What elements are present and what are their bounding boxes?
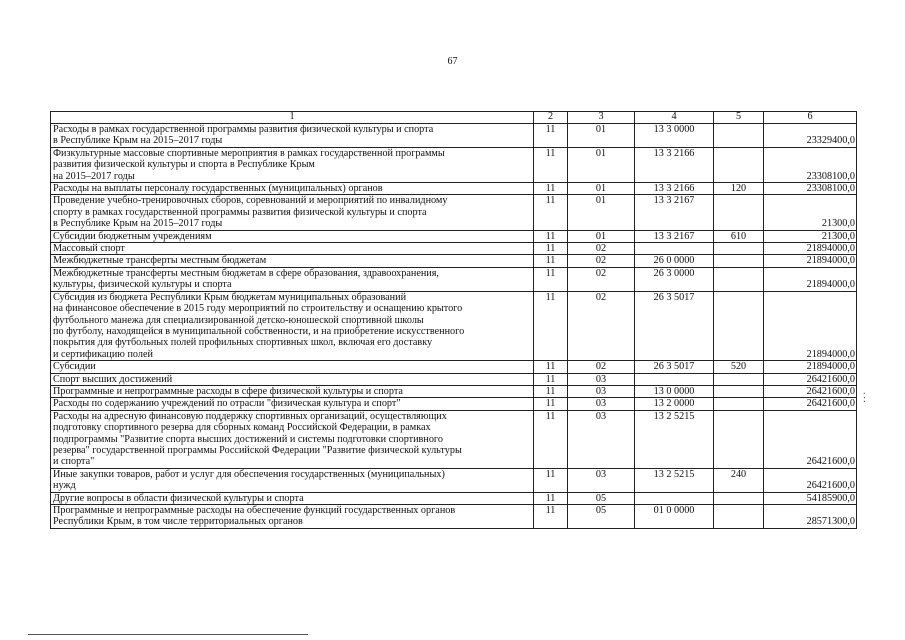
subsection-code: 03 xyxy=(568,468,635,492)
description-line: резерва" государственной программы Российской Федерации "Развитие физической культуры xyxy=(53,444,462,456)
header-cell-3: 3 xyxy=(568,112,635,124)
table-row xyxy=(51,361,857,373)
expense-type-code xyxy=(714,385,764,397)
subsection-code: 02 xyxy=(568,291,635,360)
amount-value: 26421600,0 xyxy=(764,398,857,410)
expense-type-code xyxy=(714,267,764,291)
table-header-row xyxy=(51,112,857,124)
section-code: 11 xyxy=(534,398,568,410)
expense-type-code xyxy=(714,410,764,468)
description-line: подготовку спортивного резерва для сборных команд Российской Федерации, в рамках xyxy=(53,422,431,434)
row-description xyxy=(51,385,534,397)
row-description xyxy=(51,291,534,360)
description-line: и сертификацию полей xyxy=(53,348,153,360)
expense-type-code xyxy=(714,398,764,410)
row-description xyxy=(51,195,534,230)
subsection-code: 01 xyxy=(568,195,635,230)
subsection-code: 03 xyxy=(568,385,635,397)
subsection-code: 02 xyxy=(568,243,635,255)
description-line: по футболу, находящейся в муниципальной собственности, и на приобретение искусственного xyxy=(53,325,465,337)
row-description xyxy=(51,410,534,468)
section-code: 11 xyxy=(534,373,568,385)
row-description xyxy=(51,373,534,385)
table-row xyxy=(51,183,857,195)
description-line: в Республике Крым на 2015–2017 годы xyxy=(53,135,223,147)
table-row xyxy=(51,255,857,267)
section-code: 11 xyxy=(534,410,568,468)
header-cell-5: 5 xyxy=(714,112,764,124)
section-code: 11 xyxy=(534,385,568,397)
description-line: Иные закупки товаров, работ и услуг для обеспечения государственных (муниципальных) xyxy=(53,468,445,480)
expense-type-code: 120 xyxy=(714,183,764,195)
header-cell-6: 6 xyxy=(764,112,857,124)
table-row xyxy=(51,492,857,504)
target-article-code: 13 2 5215 xyxy=(635,468,714,492)
row-description xyxy=(51,124,534,148)
row-description xyxy=(51,468,534,492)
description-line: Республики Крым, в том числе территориальных органов xyxy=(53,516,303,528)
expense-type-code: 610 xyxy=(714,230,764,242)
description-line: Расходы в рамках государственной программы развития физической культуры и спорта xyxy=(53,124,434,135)
budget-table xyxy=(50,111,857,529)
target-article-code: 13 3 0000 xyxy=(635,124,714,148)
target-article-code: 13 3 2166 xyxy=(635,147,714,182)
amount-value: 26421600,0 xyxy=(764,385,857,397)
section-code: 11 xyxy=(534,124,568,148)
expense-type-code xyxy=(714,492,764,504)
amount-value: 21894000,0 xyxy=(764,267,857,291)
subsection-code: 01 xyxy=(568,183,635,195)
description-line: Расходы на адресную финансовую поддержку спортивных организаций, осуществляющих xyxy=(53,410,447,422)
target-article-code: 13 2 0000 xyxy=(635,398,714,410)
section-code: 11 xyxy=(534,361,568,373)
table-row xyxy=(51,505,857,529)
subsection-code: 02 xyxy=(568,361,635,373)
amount-value: 26421600,0 xyxy=(764,410,857,468)
description-line: Расходы по содержанию учреждений по отрасли "физическая культура и спорт" xyxy=(53,398,401,410)
description-line: Программные и непрограммные расходы в сфере физической культуры и спорта xyxy=(53,385,403,397)
description-line: Спорт высших достижений xyxy=(53,373,173,385)
description-line: Массовый спорт xyxy=(53,243,125,255)
amount-value: 26421600,0 xyxy=(764,373,857,385)
target-article-code: 26 0 0000 xyxy=(635,255,714,267)
amount-value: 28571300,0 xyxy=(764,505,857,529)
target-article-code: 13 2 5215 xyxy=(635,410,714,468)
row-description xyxy=(51,230,534,242)
amount-value: 21894000,0 xyxy=(764,243,857,255)
header-cell-1: 1 xyxy=(51,112,534,124)
table-row xyxy=(51,195,857,230)
row-description xyxy=(51,492,534,504)
row-description xyxy=(51,398,534,410)
target-article-code: 13 3 2167 xyxy=(635,195,714,230)
description-line: футбольного манежа для специализированной детско-юношеской спортивной школы xyxy=(53,314,424,326)
margin-mark: . : xyxy=(863,386,866,405)
description-line: культуры, физической культуры и спорта xyxy=(53,279,232,291)
table-row xyxy=(51,385,857,397)
amount-value: 23308100,0 xyxy=(764,183,857,195)
target-article-code: 26 3 5017 xyxy=(635,361,714,373)
section-code: 11 xyxy=(534,468,568,492)
description-line: нужд xyxy=(53,480,76,492)
amount-value: 21894000,0 xyxy=(764,361,857,373)
header-cell-4: 4 xyxy=(635,112,714,124)
row-description xyxy=(51,183,534,195)
row-description xyxy=(51,243,534,255)
section-code: 11 xyxy=(534,267,568,291)
expense-type-code xyxy=(714,195,764,230)
target-article-code: 01 0 0000 xyxy=(635,505,714,529)
description-line: и спорта" xyxy=(53,456,95,468)
amount-value: 54185900,0 xyxy=(764,492,857,504)
description-line: Другие вопросы в области физической культуры и спорта xyxy=(53,492,304,504)
section-code: 11 xyxy=(534,195,568,230)
section-code: 11 xyxy=(534,255,568,267)
description-line: на финансовое обеспечение в 2015 году мероприятий по строительству и оснащению крытого xyxy=(53,303,463,315)
target-article-code: 26 3 0000 xyxy=(635,267,714,291)
amount-value: 23329400,0 xyxy=(764,124,857,148)
expense-type-code xyxy=(714,291,764,360)
target-article-code: 26 3 5017 xyxy=(635,291,714,360)
description-line: Физкультурные массовые спортивные мероприятия в рамках государственной программы xyxy=(53,147,445,159)
table-row xyxy=(51,468,857,492)
description-line: подпрограммы "Развитие спорта высших достижений и системы подготовки спортивного xyxy=(53,433,443,445)
row-description xyxy=(51,255,534,267)
section-code: 11 xyxy=(534,147,568,182)
description-line: Программные и непрограммные расходы на обеспечение функций государственных органов xyxy=(53,505,456,516)
bottom-rule xyxy=(28,634,308,635)
subsection-code: 02 xyxy=(568,267,635,291)
page-number: 67 xyxy=(447,56,458,67)
subsection-code: 03 xyxy=(568,410,635,468)
budget-table-body xyxy=(51,112,857,529)
subsection-code: 03 xyxy=(568,398,635,410)
description-line: Субсидия из бюджета Республики Крым бюджетам муниципальных образований xyxy=(53,291,407,303)
amount-value: 23308100,0 xyxy=(764,147,857,182)
amount-value: 21894000,0 xyxy=(764,255,857,267)
expense-type-code xyxy=(714,373,764,385)
description-line: развития физической культуры и спорта в Республике Крым xyxy=(53,159,315,171)
table-row xyxy=(51,291,857,360)
section-code: 11 xyxy=(534,230,568,242)
description-line: Расходы на выплаты персоналу государственных (муниципальных) органов xyxy=(53,183,383,195)
description-line: в Республике Крым на 2015–2017 годы xyxy=(53,218,223,230)
expense-type-code xyxy=(714,243,764,255)
expense-type-code: 240 xyxy=(714,468,764,492)
description-line: покрытия для футбольных полей профильных спортивных школ, включая его доставку xyxy=(53,337,433,349)
header-cell-2: 2 xyxy=(534,112,568,124)
amount-value: 21300,0 xyxy=(764,230,857,242)
section-code: 11 xyxy=(534,243,568,255)
description-line: на 2015–2017 годы xyxy=(53,170,135,182)
amount-value: 21300,0 xyxy=(764,195,857,230)
target-article-code xyxy=(635,243,714,255)
target-article-code: 13 3 2166 xyxy=(635,183,714,195)
expense-type-code: 520 xyxy=(714,361,764,373)
section-code: 11 xyxy=(534,183,568,195)
table-row xyxy=(51,147,857,182)
subsection-code: 01 xyxy=(568,124,635,148)
subsection-code: 01 xyxy=(568,147,635,182)
target-article-code xyxy=(635,373,714,385)
subsection-code: 05 xyxy=(568,505,635,529)
subsection-code: 05 xyxy=(568,492,635,504)
description-line: Субсидии xyxy=(53,361,96,373)
expense-type-code xyxy=(714,505,764,529)
row-description xyxy=(51,361,534,373)
table-row xyxy=(51,230,857,242)
subsection-code: 01 xyxy=(568,230,635,242)
description-line: спорту в рамках государственной программы развития физической культуры и спорта xyxy=(53,206,427,218)
description-line: Межбюджетные трансферты местным бюджетам в сфере образования, здравоохранения, xyxy=(53,267,439,279)
subsection-code: 02 xyxy=(568,255,635,267)
table-row xyxy=(51,410,857,468)
expense-type-code xyxy=(714,124,764,148)
description-line: Проведение учебно-тренировочных сборов, соревнований и мероприятий по инвалидному xyxy=(53,195,448,207)
target-article-code: 13 0 0000 xyxy=(635,385,714,397)
table-row xyxy=(51,243,857,255)
expense-type-code xyxy=(714,255,764,267)
description-line: Субсидии бюджетным учреждениям xyxy=(53,230,212,242)
target-article-code xyxy=(635,492,714,504)
table-row xyxy=(51,267,857,291)
table-row xyxy=(51,373,857,385)
table-row xyxy=(51,124,857,148)
amount-value: 26421600,0 xyxy=(764,468,857,492)
amount-value: 21894000,0 xyxy=(764,291,857,360)
section-code: 11 xyxy=(534,492,568,504)
subsection-code: 03 xyxy=(568,373,635,385)
section-code: 11 xyxy=(534,505,568,529)
row-description xyxy=(51,505,534,529)
section-code: 11 xyxy=(534,291,568,360)
description-line: Межбюджетные трансферты местным бюджетам xyxy=(53,255,267,267)
expense-type-code xyxy=(714,147,764,182)
table-row xyxy=(51,398,857,410)
row-description xyxy=(51,267,534,291)
target-article-code: 13 3 2167 xyxy=(635,230,714,242)
row-description xyxy=(51,147,534,182)
